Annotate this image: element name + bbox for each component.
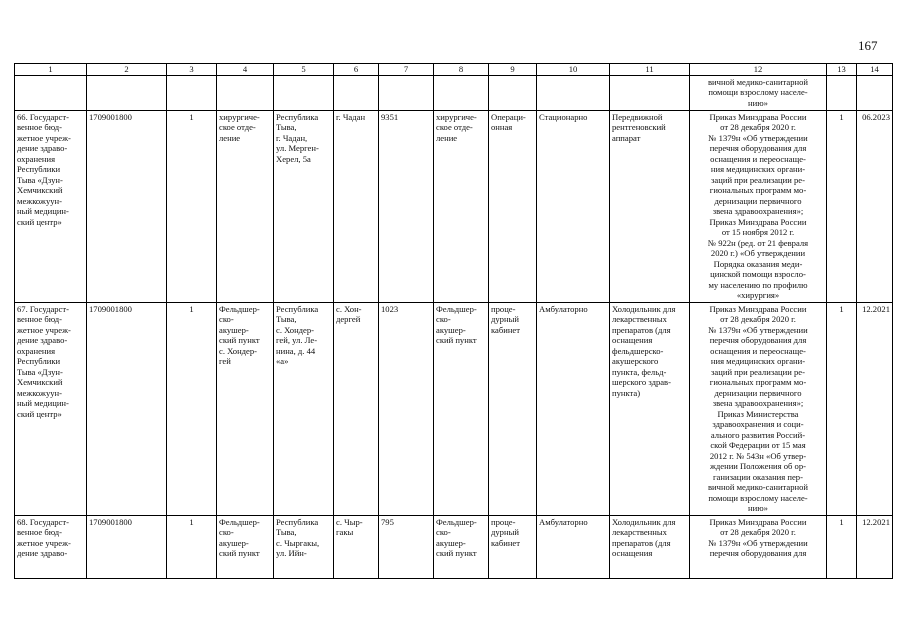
org-cell (15, 110, 87, 302)
population-cell (379, 515, 434, 578)
qty-text: 1 (839, 303, 844, 314)
locality-text: с. Чыр- гакы (336, 516, 363, 537)
column-number: 6 (334, 64, 379, 76)
org-cell (15, 515, 87, 578)
population-cell (379, 302, 434, 515)
column-number-row (15, 64, 893, 76)
locality-cell (334, 110, 379, 302)
unit-cell (217, 515, 274, 578)
column-number: 9 (489, 64, 537, 76)
num-cell (167, 515, 217, 578)
basis-cell (690, 75, 827, 110)
column-number: 14 (857, 64, 893, 76)
qty-cell (827, 110, 857, 302)
column-number: 12 (690, 64, 827, 76)
column-number: 13 (827, 64, 857, 76)
address-text: Республика Тыва, с. Хондер- гей, ул. Ле- нина, д. 44 «а» (276, 303, 319, 366)
address-text: Республика Тыва, с. Чыргакы, ул. Ийн- (276, 516, 320, 558)
equipment-cell (610, 302, 690, 515)
column-number: 10 (537, 64, 610, 76)
basis-text: Приказ Минздрава России от 28 декабря 2020 г. № 1379н «Об утверждении перечня оборудования для оснащения и переоснаще- ния медицинских органи- заций при реализации ре- гиональных программ мо- дернизации первичного звена здравоохранения»; Приказ Минздрава России от 15 ноября 2012 г. № 922н (ред. от 21 февраля 2020 г.) «Об утверждении Порядка оказания меди- цинской помощи взросло- му населению по профилю «хирургия» (707, 111, 809, 300)
column-number: 2 (87, 64, 167, 76)
equipment-cell (610, 110, 690, 302)
date-text: 12.2021 (862, 303, 890, 314)
column-number: 4 (217, 64, 274, 76)
address-cell (274, 302, 334, 515)
care-text: Амбулаторно (539, 516, 588, 527)
unit2-text: Фельдшер- ско- акушер- ский пункт (436, 303, 477, 345)
unit-cell (217, 110, 274, 302)
column-number: 5 (274, 64, 334, 76)
unit-text: Фельдшер- ско- акушер- ский пункт (219, 516, 260, 558)
page-number: 167 (858, 38, 878, 53)
qty-cell (827, 515, 857, 578)
unit-text: хирургиче- ское отде- ление (219, 111, 260, 143)
num-text: 1 (189, 111, 194, 122)
basis-cell (690, 110, 827, 302)
code-cell (87, 515, 167, 578)
address-text: Республика Тыва, г. Чадан, ул. Мерген- Херел, 5а (276, 111, 319, 164)
unit2-cell (434, 110, 489, 302)
locality-cell (334, 515, 379, 578)
basis-text: вичной медико-санитарной помощи взрослому населе- нию» (707, 76, 809, 108)
population-cell (379, 110, 434, 302)
care-cell (537, 110, 610, 302)
table-row (15, 515, 893, 578)
population-text: 1023 (381, 303, 399, 314)
date-cell (857, 515, 893, 578)
room-text: Операци- онная (491, 111, 526, 132)
date-cell (857, 302, 893, 515)
num-text: 1 (189, 303, 194, 314)
qty-text: 1 (839, 111, 844, 122)
column-number: 11 (610, 64, 690, 76)
code-text: 1709001800 (89, 516, 132, 527)
org-text: 67. Государст- венное бюд- жетное учреж- дение здраво- охранения Республики Тыва «Дзун- Хемчикский межкожуун- ный медицин- ский центр» (17, 303, 71, 419)
date-text: 12.2021 (862, 516, 890, 527)
org-cell (15, 302, 87, 515)
locality-text: с. Хон- дергей (336, 303, 362, 324)
unit-cell (217, 302, 274, 515)
unit2-cell (434, 302, 489, 515)
code-cell (87, 302, 167, 515)
num-text: 1 (189, 516, 194, 527)
equipment-text: Передвижной рентгеновский аппарат (612, 111, 666, 143)
equipment-text: Холодильник для лекарственных препаратов (для оснащения (612, 516, 676, 558)
care-text: Стационарно (539, 111, 588, 122)
code-text: 1709001800 (89, 111, 132, 122)
equipment-text: Холодильник для лекарственных препаратов (для оснащения фельдшерско- акушерского пункта, фельд- шерского здрав- пункта) (612, 303, 676, 398)
column-number: 8 (434, 64, 489, 76)
population-text: 795 (381, 516, 394, 527)
num-cell (167, 110, 217, 302)
basis-cell (690, 302, 827, 515)
basis-cell (690, 515, 827, 578)
room-text: проце- дурный кабинет (491, 516, 520, 548)
equipment-table (14, 63, 893, 579)
room-cell (489, 302, 537, 515)
num-cell (167, 302, 217, 515)
population-text: 9351 (381, 111, 399, 122)
date-text: 06.2023 (862, 111, 890, 122)
column-number: 3 (167, 64, 217, 76)
column-number: 7 (379, 64, 434, 76)
org-text: 68. Государст- венное бюд- жетное учреж- дение здраво- (17, 516, 71, 558)
care-text: Амбулаторно (539, 303, 588, 314)
code-text: 1709001800 (89, 303, 132, 314)
unit2-cell (434, 515, 489, 578)
address-cell (274, 515, 334, 578)
continuation-row (15, 75, 893, 110)
locality-text: г. Чадан (336, 111, 366, 122)
unit-text: Фельдшер- ско- акушер- ский пункт с. Хондер- гей (219, 303, 260, 366)
care-cell (537, 302, 610, 515)
unit2-text: хирургиче- ское отде- ление (436, 111, 477, 143)
unit2-text: Фельдшер- ско- акушер- ский пункт (436, 516, 477, 558)
date-cell (857, 110, 893, 302)
address-cell (274, 110, 334, 302)
qty-text: 1 (839, 516, 844, 527)
column-number: 1 (15, 64, 87, 76)
org-text: 66. Государст- венное бюд- жетное учреж- дение здраво- охранения Республики Тыва «Дзун- Хемчикский межкожуун- ный медицин- ский центр» (17, 111, 71, 227)
qty-cell (827, 302, 857, 515)
care-cell (537, 515, 610, 578)
room-text: проце- дурный кабинет (491, 303, 520, 335)
code-cell (87, 110, 167, 302)
basis-text: Приказ Минздрава России от 28 декабря 2020 г. № 1379н «Об утверждении перечня оборудования для оснащения и переоснаще- ния медицинских органи- заций при реализации ре- гиональных программ мо- дернизации первичного звена здравоохранения»; Приказ Министерства здравоохранения и соци- ального развития Россий- ской Федерации от 15 мая 2012 г. № 543н «Об утвер- ждении Положения об ор- ганизации оказания пер- вичной медико-санитарной помощи взрослому населе- нию» (707, 303, 809, 513)
basis-text: Приказ Минздрава России от 28 декабря 2020 г. № 1379н «Об утверждении перечня оборудования для (708, 516, 808, 558)
room-cell (489, 110, 537, 302)
table-row (15, 302, 893, 515)
table-row (15, 110, 893, 302)
equipment-cell (610, 515, 690, 578)
locality-cell (334, 302, 379, 515)
room-cell (489, 515, 537, 578)
